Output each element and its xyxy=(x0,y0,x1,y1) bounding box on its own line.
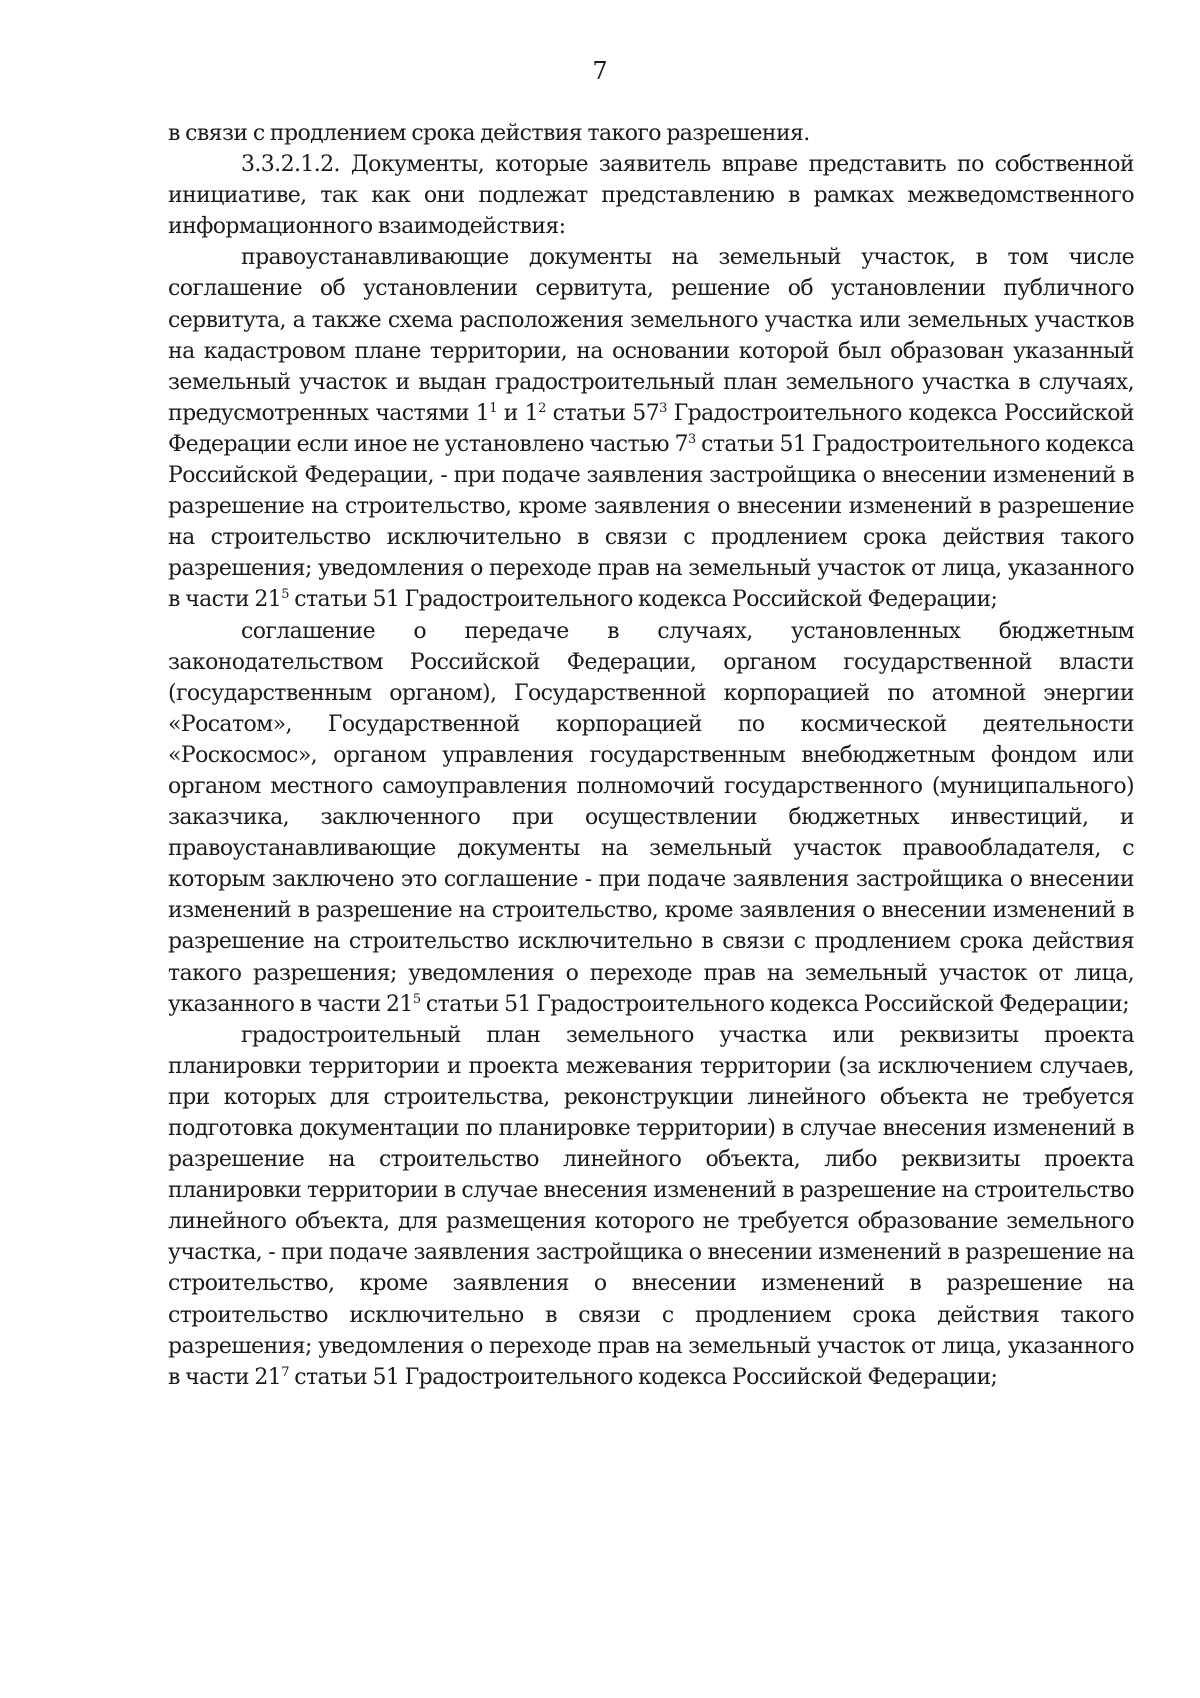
text-run: статьи 51 Градостроительного кодекса Российской Федерации; xyxy=(420,991,1130,1017)
text-run: статьи 51 Градостроительного кодекса Российской Федерации, - при подаче заявления застройщика о внесении изменений в разрешение на строительство, кроме заявления о внесении изменений в разрешение на строительство исключительно в связи с продлением срока действия такого разрешения; уведомления о переходе прав на земельный участок от лица, указанного в части 21 xyxy=(168,431,1134,613)
superscript-index: 1 xyxy=(489,401,497,417)
text-run: статьи 57 xyxy=(545,400,660,426)
superscript-index: 5 xyxy=(412,991,421,1007)
document-body xyxy=(168,118,1134,1393)
text-run: и 1 xyxy=(496,400,539,426)
superscript-index: 7 xyxy=(281,1364,289,1380)
paragraph-p4 xyxy=(168,1020,1134,1393)
text-run: Градостроительного кодекса Российской Федерации если иное не установлено частью 7 xyxy=(168,400,1134,457)
paragraph-p1 xyxy=(168,149,1134,242)
paragraph-p0 xyxy=(168,118,1134,149)
paragraph-p2 xyxy=(168,242,1134,615)
superscript-index: 3 xyxy=(659,401,667,417)
superscript-index: 5 xyxy=(281,587,289,603)
text-run: градостроительный план земельного участка или реквизиты проекта планировки территории и проекта межевания территории (за исключением случаев, при которых для строительства, реконструкции линейного объекта не требуется подготовка документации по планировке территории) в случае внесения изменений в разрешение на строительство линейного объекта, либо реквизиты проекта планировки территории в случае внесения изменений в разрешение на строительство линейного объекта, для размещения которого не требуется образование земельного участка, - при подаче заявления застройщика о внесении изменений в разрешение на строительство, кроме заявления о внесении изменений в разрешение на строительство исключительно в связи с продлением срока действия такого разрешения; уведомления о переходе прав на земельный участок от лица, указанного в части 21 xyxy=(168,1022,1134,1390)
text-run: правоустанавливающие документы на земельный участок, в том числе соглашение об установлении сервитута, решение об установлении публичного сервитута, а также схема расположения земельного участка или земельных участков на кадастровом плане территории, на основании которой был образован указанный земельный участок и выдан градостроительный план земельного участка в случаях, предусмотренных частями 1 xyxy=(168,245,1134,426)
page-number: 7 xyxy=(592,57,608,85)
text-run: соглашение о передаче в случаях, установленных бюджетным законодательством Российской Федерации, органом государственной власти (государственным органом), Государственной корпорацией по атомной энергии «Росатом», Государственной корпорацией по космической деятельности «Роскосмос», органом управления государственным внебюджетным фондом или органом местного самоуправления полномочий государственного (муниципального) заказчика, заключенного при осуществлении бюджетных инвестиций, и правоустанавливающие документы на земельный участок правообладателя, с которым заключено это соглашение - при подаче заявления застройщика о внесении изменений в разрешение на строительство, кроме заявления о внесении изменений в разрешение на строительство исключительно в связи с продлением срока действия такого разрешения; уведомления о переходе прав на земельный участок от лица, указанного в части 21 xyxy=(168,618,1134,1017)
text-run: статьи 51 Градостроительного кодекса Российской Федерации; xyxy=(288,587,998,613)
text-run: в связи с продлением срока действия такого разрешения. xyxy=(168,121,810,146)
superscript-index: 3 xyxy=(687,432,696,448)
superscript-index: 2 xyxy=(538,401,546,417)
text-run: 3.3.2.1.2. Документы, которые заявитель вправе представить по собственной инициативе, так как они подлежат представлению в рамках межведомственного информационного взаимодействия: xyxy=(168,152,1134,240)
paragraph-p3 xyxy=(168,616,1134,1020)
text-run: статьи 51 Градостроительного кодекса Российской Федерации; xyxy=(288,1364,998,1390)
